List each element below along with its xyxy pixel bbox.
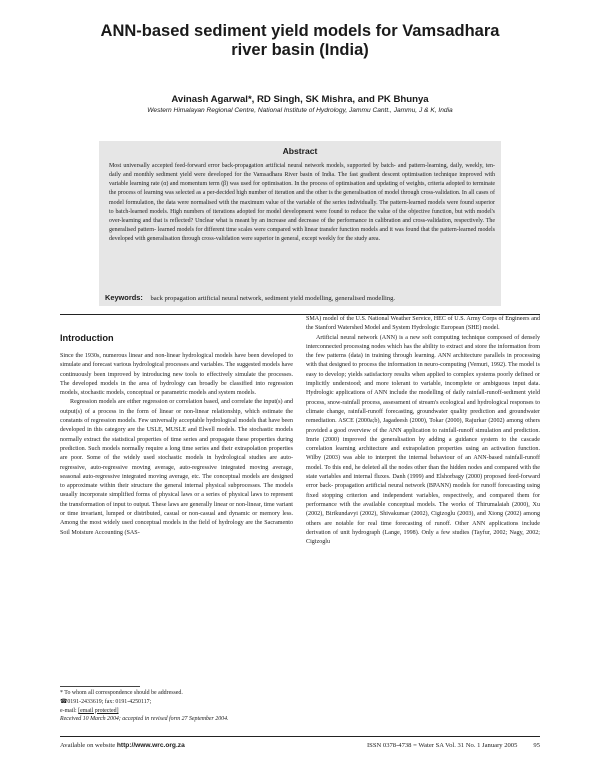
paper-title	[0, 22, 600, 60]
footnotes	[60, 689, 320, 724]
introduction-heading: Introduction	[60, 333, 114, 343]
left-paragraph-1: Since the 1930s, numerous linear and non-linear hydrological models have been developed to simulate and forecast various hydrological processes and variables. The suggested models have continuously been improved by introducing new tools to effectively simulate the processes. The developed models in the area of hydrology can broadly be classified into regression models, stochastic models, conceptual or parametric models and system models.	[60, 353, 293, 397]
author-affiliation: Western Himalayan Regional Centre, National Institute of Hydrology, Jammu Cantt., Jammu, J & K, India	[147, 107, 453, 114]
abstract-text: Most universally accepted feed-forward error back-propagation artificial neural network models, supported by batch- and pattern-learning, daily, weekly, ten-daily and monthly sediment yield were developed for the Vamsadhara River basin of India. The fast gradient descent optimisation technique improved with variable learning rate (α) and momentum term (β) was used for optimisation. In the process of optimisation and updating of weights, criteria adopted to terminate the process of learning was selected as a per-decided high number of iteration and the other is the generalisation of model through cross-validation. In all cases of model formulation, the data were normalised with the maximum value of the variable of the series individually. The pattern-learned models were found superior to batch-learned models. High numbers of iterations adopted for model development were found to reduce the value of the objective function, but with model's over-learning and that is reflected? Unclear what is meant by an increase and decrease of the performance in calibration and cross-validation, respectively. The generalised pattern- learned models for different time scales were compared with linear transfer function models and it was found that the pattern-learned models developed with generalisation through cross-validation were superior in general, except weekly for the study area.	[109, 163, 495, 243]
keywords	[105, 293, 495, 302]
footer-issn: ISSN 0378-4738 = Water SA Vol. 31 No. 1 January 2005	[366, 742, 518, 749]
footer-journal-info	[367, 742, 540, 749]
paper-title-line-1: ANN-based sediment yield models for Vamsadhara	[100, 22, 500, 40]
page-number: 95	[533, 742, 540, 749]
correspondence-note: * To whom all correspondence should be addressed.	[60, 690, 183, 696]
email-link[interactable]: [email protected]	[78, 707, 119, 714]
footer-website	[60, 742, 185, 749]
left-paragraph-2: Regression models are either regression or correlation based, and correlate the input(s) and output(s) of a process in the form of linear or non-linear relationship, which estimate the constants of regression models. Few universally acceptable hydrological models that have been developed in this category are the USLE, MUSLE and Elwell models. The stochastic models normally extract the statistical properties of time series and propagate these properties during prediction. Such models normally require a long time series and their extrapolation properties are poor. Some of the widely used stochastic models in hydrological studies are auto-regressive, auto-regressive moving average, auto-regressive integrated moving average, seasonal auto-regressive integrated moving average, etc. The conceptual models are designed to approximate within their structure the general internal physical subprocesses. The models usually incorporate simplified forms of physical laws or a series of physical laws to represent the transformation of input to output. These laws are generally linear or non-linear, time variant or time invariant, lumped or distributed, casual or non-casual and dynamic or memory less. Among the most widely used conceptual models in the field of hydrology are the Sacramento Soil Moisture Accounting (SAS-	[60, 399, 293, 536]
abstract-box	[99, 141, 501, 306]
contact-email	[60, 707, 320, 716]
keywords-text: back propagation artificial neural network, sediment yield modelling, generalised modelling.	[150, 295, 396, 302]
author-list: Avinash Agarwal*, RD Singh, SK Mishra, and PK Bhunya	[171, 94, 429, 105]
paper-title-line-2: river basin (India)	[231, 41, 369, 59]
footer-divider	[60, 736, 540, 737]
keywords-label: Keywords:	[105, 293, 143, 302]
email-label: e-mail:	[60, 707, 77, 714]
right-column	[306, 315, 540, 675]
right-paragraph-1: SMA) model of the U.S. National Weather Service, HEC of U.S. Army Corps of Engineers and the Stanford Watershed Model and System Hydrologic European (SHE) model.	[306, 316, 540, 332]
footer-available-label: Available on website	[60, 742, 116, 749]
footer-url-link[interactable]: http://www.wrc.org.za	[116, 742, 185, 749]
contact-phone-fax: ☎0191-2433619; fax: 0191-4250117;	[60, 698, 152, 705]
received-dates: Received 10 March 2004; accepted in revised form 27 September 2004.	[60, 716, 229, 723]
abstract-heading: Abstract	[282, 146, 318, 156]
right-paragraph-2: Artificial neural network (ANN) is a new soft computing technique composed of densely interconnected processing nodes which has the ability to extract and store the information from the few patterns (data) in training through learning. ANN architecture parallels in processing with that designed to process the information in neuro-computing (Vemuri, 1992). The model is easy to develop; yields satisfactory results when applied to complex systems poorly defined or implicitly understood; and more tolerant to variable, incomplete or ambiguous input data. Hydrologic applications of ANN include the modelling of daily rainfall-runoff-sediment yield process, snow-rainfall process, assessment of stream's ecological and hydrological responses to climate change, rainfall-runoff forecasting, groundwater quality prediction and groundwater remediation. ASCE (2000a;b), Jagadeesh (2000), Tokar (2000), Rajurkar (2002) among others provided a good overview of the ANN application to rainfall-runoff simulation and prediction. Imrie (2000) improved the generalisation by adding a guidance system to the cascade correlation learning architecture and extrapolation properties using an activation function. Wilby (2003) was able to interpret the internal behaviour of an ANN-based rainfall-runoff model. To this end, he deleted all the nodes other than the hidden nodes and compared with the state variables and internal fluxes. Danh (1999) and Elshorbagy (2000) proposed feed-forward error back- propagation artificial neural network (BPANN) models for runoff forecasting using fixed stopping criterion and independent variables, respectively, and compared them for performance with the available conceptual models. The works of Thirumalaiah (2000), Xu (2002), Birikundavyi (2002), Shivakumar (2002), Cigizoglu (2003), and Xiong (2002) among others are notable for real time forecasting of runoff. Other ANN applications include derivation of unit hydrograph (Lange, 1998). Only a few studies (Tayfur, 2002; Nagy, 2002; Cigizoglu	[306, 334, 540, 546]
footnote-divider	[60, 686, 140, 687]
